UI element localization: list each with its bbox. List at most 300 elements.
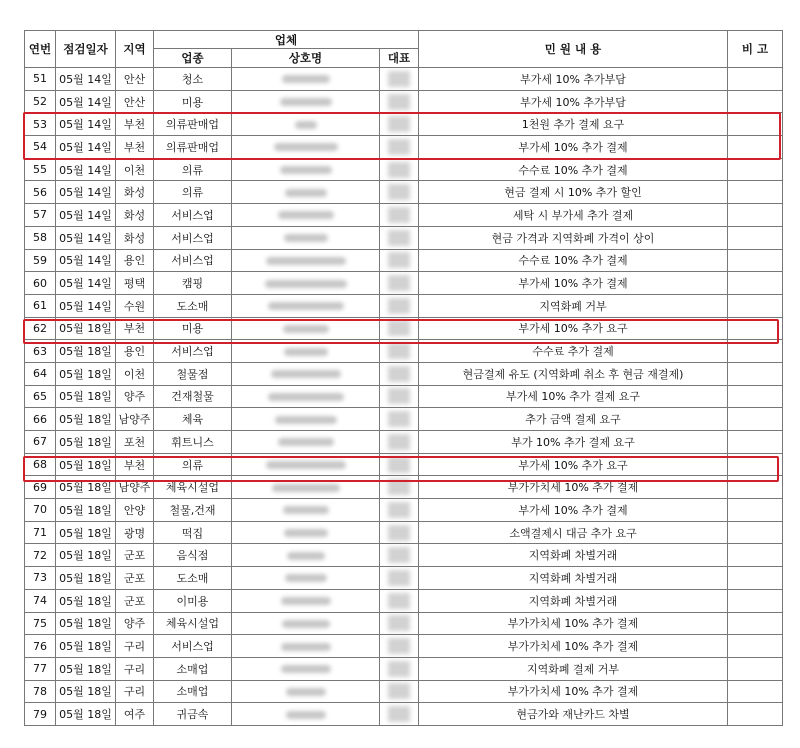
row-industry: 의류	[154, 181, 232, 204]
redacted-store-name	[266, 257, 346, 265]
table-row	[25, 385, 783, 408]
row-industry: 도소매	[154, 567, 232, 590]
row-no: 59	[25, 249, 56, 272]
highlight-box	[23, 319, 779, 344]
row-note	[728, 181, 783, 204]
row-rep	[380, 567, 419, 590]
row-region: 광명	[116, 521, 154, 544]
redacted-representative	[388, 298, 410, 314]
row-rep	[380, 226, 419, 249]
row-date: 05월 14일	[56, 68, 116, 91]
row-complaint: 현금 결제 시 10% 추가 할인	[419, 181, 728, 204]
row-no: 77	[25, 657, 56, 680]
row-no: 53	[25, 113, 56, 136]
redacted-store-name	[284, 348, 328, 356]
redacted-representative	[388, 366, 410, 382]
row-date: 05월 14일	[56, 226, 116, 249]
row-region: 군포	[116, 589, 154, 612]
redacted-representative	[388, 547, 410, 563]
row-rep	[380, 204, 419, 227]
row-date: 05월 18일	[56, 703, 116, 726]
row-region: 용인	[116, 340, 154, 363]
redacted-store-name	[282, 75, 330, 83]
row-region: 포천	[116, 431, 154, 454]
row-industry: 소매업	[154, 657, 232, 680]
row-date: 05월 18일	[56, 521, 116, 544]
redacted-store-name	[284, 529, 328, 537]
row-rep	[380, 249, 419, 272]
row-rep	[380, 181, 419, 204]
row-note	[728, 499, 783, 522]
redacted-store-name	[284, 234, 328, 242]
redacted-representative	[388, 411, 410, 427]
row-no: 78	[25, 680, 56, 703]
row-complaint: 1천원 추가 결제 요구	[419, 113, 728, 136]
row-complaint: 부가가치세 10% 추가 결제	[419, 476, 728, 499]
row-industry: 휘트니스	[154, 431, 232, 454]
row-store	[232, 204, 380, 227]
row-industry: 캠핑	[154, 272, 232, 295]
row-no: 61	[25, 294, 56, 317]
row-note	[728, 158, 783, 181]
row-store	[232, 567, 380, 590]
row-industry: 의류	[154, 453, 232, 476]
row-store	[232, 294, 380, 317]
redacted-representative	[388, 706, 410, 722]
row-industry: 건재철물	[154, 385, 232, 408]
redacted-representative	[388, 71, 410, 87]
row-rep	[380, 635, 419, 658]
row-no: 69	[25, 476, 56, 499]
row-industry: 청소	[154, 68, 232, 91]
row-date: 05월 14일	[56, 158, 116, 181]
row-date: 05월 14일	[56, 136, 116, 159]
row-complaint: 지역화폐 차별거래	[419, 589, 728, 612]
redacted-representative	[388, 343, 410, 359]
row-rep	[380, 612, 419, 635]
row-no: 75	[25, 612, 56, 635]
row-date: 05월 18일	[56, 453, 116, 476]
row-date: 05월 18일	[56, 499, 116, 522]
row-store	[232, 68, 380, 91]
header-region: 지역	[116, 31, 154, 68]
row-industry: 미용	[154, 317, 232, 340]
redacted-representative	[388, 252, 410, 268]
table-row	[25, 521, 783, 544]
row-date: 05월 18일	[56, 476, 116, 499]
row-rep	[380, 680, 419, 703]
row-complaint: 지역화폐 차별거래	[419, 567, 728, 590]
row-date: 05월 18일	[56, 680, 116, 703]
row-date: 05월 18일	[56, 589, 116, 612]
row-date: 05월 18일	[56, 317, 116, 340]
table-row	[25, 544, 783, 567]
row-rep	[380, 272, 419, 295]
header-date: 점검일자	[56, 31, 116, 68]
row-industry: 서비스업	[154, 204, 232, 227]
header-row-1	[25, 31, 783, 49]
redacted-store-name	[285, 189, 327, 197]
row-date: 05월 18일	[56, 362, 116, 385]
row-date: 05월 18일	[56, 567, 116, 590]
row-complaint: 지역화폐 거부	[419, 294, 728, 317]
row-complaint: 지역화폐 차별거래	[419, 544, 728, 567]
row-no: 70	[25, 499, 56, 522]
row-note	[728, 703, 783, 726]
table-row	[25, 362, 783, 385]
row-complaint: 부가세 10% 추가부담	[419, 90, 728, 113]
row-complaint: 수수료 추가 결제	[419, 340, 728, 363]
redacted-representative	[388, 683, 410, 699]
row-note	[728, 612, 783, 635]
row-complaint: 수수료 10% 추가 결제	[419, 158, 728, 181]
row-rep	[380, 90, 419, 113]
table-row	[25, 272, 783, 295]
row-date: 05월 14일	[56, 294, 116, 317]
row-store	[232, 657, 380, 680]
row-complaint: 부가가치세 10% 추가 결제	[419, 635, 728, 658]
table-row	[25, 249, 783, 272]
row-industry: 서비스업	[154, 340, 232, 363]
row-rep	[380, 703, 419, 726]
row-note	[728, 226, 783, 249]
row-region: 안산	[116, 90, 154, 113]
row-rep	[380, 408, 419, 431]
row-note	[728, 385, 783, 408]
row-date: 05월 14일	[56, 204, 116, 227]
row-store	[232, 226, 380, 249]
row-region: 이천	[116, 362, 154, 385]
row-date: 05월 18일	[56, 431, 116, 454]
row-date: 05월 14일	[56, 272, 116, 295]
row-store	[232, 703, 380, 726]
table-row	[25, 499, 783, 522]
row-rep	[380, 362, 419, 385]
table-row	[25, 181, 783, 204]
row-note	[728, 362, 783, 385]
row-date: 05월 14일	[56, 249, 116, 272]
redacted-store-name	[265, 280, 347, 288]
row-region: 이천	[116, 158, 154, 181]
row-note	[728, 90, 783, 113]
highlight-box	[23, 112, 781, 160]
row-date: 05월 14일	[56, 90, 116, 113]
row-industry: 철물,건재	[154, 499, 232, 522]
row-note	[728, 408, 783, 431]
row-store	[232, 385, 380, 408]
table-row	[25, 294, 783, 317]
row-industry: 서비스업	[154, 226, 232, 249]
row-complaint: 부가세 10% 추가 요구	[419, 453, 728, 476]
row-note	[728, 680, 783, 703]
row-complaint: 부가 10% 추가 결제 요구	[419, 431, 728, 454]
row-note	[728, 544, 783, 567]
row-region: 용인	[116, 249, 154, 272]
redacted-representative	[388, 593, 410, 609]
row-rep	[380, 294, 419, 317]
redacted-representative	[388, 94, 410, 110]
table-row	[25, 204, 783, 227]
row-no: 67	[25, 431, 56, 454]
redacted-store-name	[281, 643, 331, 651]
row-complaint: 추가 금액 결제 요구	[419, 408, 728, 431]
redacted-representative	[388, 502, 410, 518]
row-region: 양주	[116, 385, 154, 408]
row-no: 74	[25, 589, 56, 612]
table-row	[25, 408, 783, 431]
row-industry: 음식점	[154, 544, 232, 567]
row-region: 구리	[116, 680, 154, 703]
row-date: 05월 18일	[56, 657, 116, 680]
row-complaint: 현금 가격과 지역화폐 가격이 상이	[419, 226, 728, 249]
redacted-store-name	[282, 620, 330, 628]
row-no: 62	[25, 317, 56, 340]
row-note	[728, 249, 783, 272]
row-rep	[380, 385, 419, 408]
redacted-store-name	[286, 711, 326, 719]
redacted-store-name	[281, 597, 331, 605]
row-region: 군포	[116, 544, 154, 567]
row-no: 57	[25, 204, 56, 227]
row-no: 71	[25, 521, 56, 544]
redacted-representative	[388, 661, 410, 677]
redacted-representative	[388, 615, 410, 631]
row-note	[728, 567, 783, 590]
table-row	[25, 589, 783, 612]
row-complaint: 부가세 10% 추가 결제	[419, 272, 728, 295]
redacted-representative	[388, 570, 410, 586]
row-industry: 소매업	[154, 680, 232, 703]
row-complaint: 현금결제 유도 (지역화폐 취소 후 현금 재결제)	[419, 362, 728, 385]
row-no: 66	[25, 408, 56, 431]
row-no: 79	[25, 703, 56, 726]
table-row	[25, 680, 783, 703]
row-store	[232, 544, 380, 567]
redacted-representative	[388, 162, 410, 178]
row-store	[232, 635, 380, 658]
row-complaint: 부가세 10% 추가 결제	[419, 499, 728, 522]
row-region: 구리	[116, 635, 154, 658]
row-industry: 미용	[154, 90, 232, 113]
row-industry: 이미용	[154, 589, 232, 612]
redacted-store-name	[280, 166, 332, 174]
row-complaint: 부가세 10% 추가 결제 요구	[419, 385, 728, 408]
row-no: 56	[25, 181, 56, 204]
row-no: 72	[25, 544, 56, 567]
redacted-store-name	[272, 484, 340, 492]
row-region: 안산	[116, 68, 154, 91]
redacted-store-name	[285, 574, 327, 582]
row-store	[232, 589, 380, 612]
table-row	[25, 90, 783, 113]
row-region: 부천	[116, 317, 154, 340]
redacted-store-name	[268, 302, 344, 310]
row-industry: 의류판매업	[154, 113, 232, 136]
row-no: 58	[25, 226, 56, 249]
row-date: 05월 18일	[56, 385, 116, 408]
row-note	[728, 272, 783, 295]
row-store	[232, 680, 380, 703]
table-body	[25, 68, 783, 726]
row-complaint: 부가세 10% 추가 결제	[419, 136, 728, 159]
row-note	[728, 589, 783, 612]
row-no: 64	[25, 362, 56, 385]
table-row	[25, 68, 783, 91]
row-industry: 도소매	[154, 294, 232, 317]
redacted-store-name	[278, 438, 334, 446]
row-rep	[380, 544, 419, 567]
row-date: 05월 18일	[56, 544, 116, 567]
redacted-store-name	[287, 552, 325, 560]
row-region: 수원	[116, 294, 154, 317]
row-date: 05월 18일	[56, 340, 116, 363]
row-no: 54	[25, 136, 56, 159]
row-complaint: 부가세 10% 추가부담	[419, 68, 728, 91]
row-store	[232, 612, 380, 635]
row-store	[232, 181, 380, 204]
row-industry: 체육시설업	[154, 612, 232, 635]
row-complaint: 부가가치세 10% 추가 결제	[419, 680, 728, 703]
row-store	[232, 521, 380, 544]
table-row	[25, 567, 783, 590]
row-industry: 떡집	[154, 521, 232, 544]
header-no: 연번	[25, 31, 56, 68]
row-region: 양주	[116, 612, 154, 635]
row-industry: 체육시설업	[154, 476, 232, 499]
row-industry: 서비스업	[154, 635, 232, 658]
row-region: 부천	[116, 136, 154, 159]
row-rep	[380, 431, 419, 454]
row-rep	[380, 521, 419, 544]
row-region: 안양	[116, 499, 154, 522]
row-date: 05월 18일	[56, 612, 116, 635]
row-complaint: 부가세 10% 추가 요구	[419, 317, 728, 340]
row-region: 구리	[116, 657, 154, 680]
row-region: 화성	[116, 226, 154, 249]
row-no: 55	[25, 158, 56, 181]
table-row	[25, 635, 783, 658]
row-industry: 귀금속	[154, 703, 232, 726]
row-no: 73	[25, 567, 56, 590]
row-region: 남양주	[116, 408, 154, 431]
redacted-representative	[388, 184, 410, 200]
row-region: 부천	[116, 113, 154, 136]
row-no: 65	[25, 385, 56, 408]
row-no: 76	[25, 635, 56, 658]
row-note	[728, 635, 783, 658]
header-note: 비 고	[728, 31, 783, 68]
row-industry: 철물점	[154, 362, 232, 385]
redacted-representative	[388, 638, 410, 654]
row-store	[232, 499, 380, 522]
redacted-store-name	[281, 665, 331, 673]
row-note	[728, 204, 783, 227]
row-region: 화성	[116, 181, 154, 204]
row-note	[728, 657, 783, 680]
row-rep	[380, 499, 419, 522]
row-complaint: 부가가치세 10% 추가 결제	[419, 612, 728, 635]
redacted-representative	[388, 230, 410, 246]
table-row	[25, 158, 783, 181]
table-row	[25, 226, 783, 249]
row-store	[232, 249, 380, 272]
row-rep	[380, 657, 419, 680]
row-complaint: 소액결제시 대금 추가 요구	[419, 521, 728, 544]
row-region: 평택	[116, 272, 154, 295]
row-industry: 체육	[154, 408, 232, 431]
redacted-representative	[388, 388, 410, 404]
header-business-group: 업체	[154, 31, 419, 49]
row-date: 05월 14일	[56, 181, 116, 204]
highlight-box	[23, 456, 779, 482]
redacted-store-name	[268, 393, 344, 401]
row-complaint: 현금가와 재난카드 차별	[419, 703, 728, 726]
row-complaint: 지역화폐 결제 거부	[419, 657, 728, 680]
header-rep: 대표	[380, 49, 419, 68]
row-industry: 의류판매업	[154, 136, 232, 159]
row-rep	[380, 158, 419, 181]
row-no: 63	[25, 340, 56, 363]
redacted-store-name	[280, 98, 332, 106]
row-store	[232, 362, 380, 385]
row-no: 68	[25, 453, 56, 476]
row-rep	[380, 589, 419, 612]
redacted-representative	[388, 525, 410, 541]
table-row	[25, 612, 783, 635]
redacted-store-name	[283, 506, 329, 514]
header-store: 상호명	[232, 49, 380, 68]
row-no: 52	[25, 90, 56, 113]
header-industry: 업종	[154, 49, 232, 68]
row-store	[232, 431, 380, 454]
row-store	[232, 272, 380, 295]
row-region: 군포	[116, 567, 154, 590]
row-note	[728, 294, 783, 317]
table-row	[25, 431, 783, 454]
header-complaint: 민 원 내 용	[419, 31, 728, 68]
row-region: 여주	[116, 703, 154, 726]
row-store	[232, 90, 380, 113]
row-complaint: 세탁 시 부가세 추가 결제	[419, 204, 728, 227]
row-no: 60	[25, 272, 56, 295]
row-region: 남양주	[116, 476, 154, 499]
redacted-store-name	[271, 370, 341, 378]
row-industry: 서비스업	[154, 249, 232, 272]
table-row	[25, 657, 783, 680]
redacted-store-name	[286, 688, 326, 696]
redacted-store-name	[275, 416, 337, 424]
row-date: 05월 14일	[56, 113, 116, 136]
row-note	[728, 68, 783, 91]
row-industry: 의류	[154, 158, 232, 181]
row-note	[728, 431, 783, 454]
row-date: 05월 18일	[56, 408, 116, 431]
row-region: 화성	[116, 204, 154, 227]
redacted-representative	[388, 275, 410, 291]
redacted-store-name	[278, 211, 334, 219]
redacted-representative	[388, 207, 410, 223]
row-complaint: 수수료 10% 추가 결제	[419, 249, 728, 272]
table-row	[25, 703, 783, 726]
row-store	[232, 408, 380, 431]
row-no: 51	[25, 68, 56, 91]
row-note	[728, 521, 783, 544]
row-region: 부천	[116, 453, 154, 476]
row-rep	[380, 68, 419, 91]
redacted-representative	[388, 434, 410, 450]
row-store	[232, 158, 380, 181]
row-date: 05월 18일	[56, 635, 116, 658]
